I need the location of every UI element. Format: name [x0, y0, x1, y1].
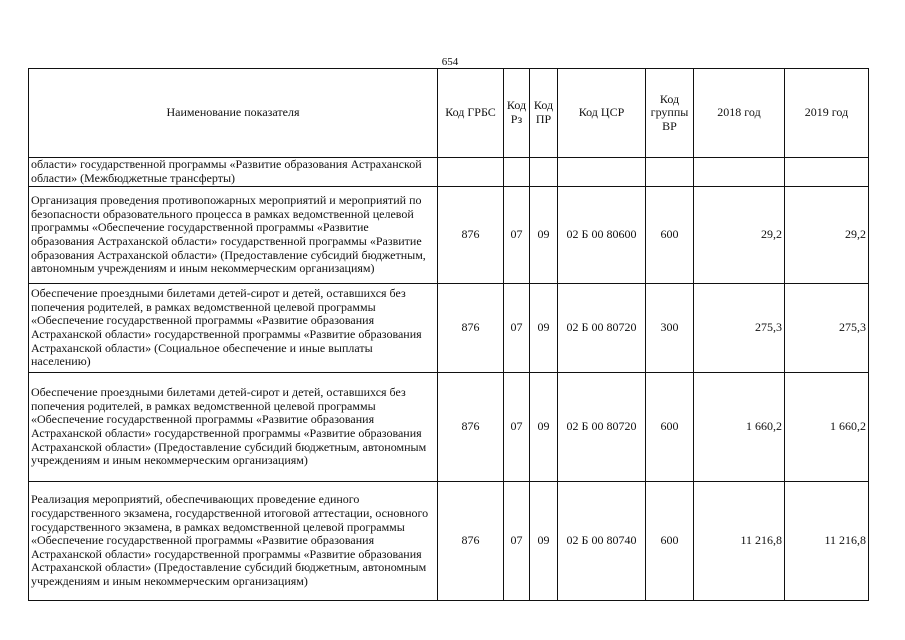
row-2019: 275,3 — [785, 284, 869, 373]
row-grbs: 876 — [438, 187, 504, 284]
table-row — [29, 373, 869, 482]
row-csr: 02 Б 00 80740 — [558, 482, 646, 601]
row-2019: 1 660,2 — [785, 373, 869, 482]
row-vr: 300 — [646, 284, 694, 373]
budget-table — [28, 68, 869, 601]
row-csr — [558, 158, 646, 187]
row-grbs — [438, 158, 504, 187]
row-pr: 09 — [530, 187, 558, 284]
row-pr: 09 — [530, 284, 558, 373]
row-name: Обеспечение проездными билетами детей-сирот и детей, оставшихся без попечения родителей, в рамках ведомственной целевой программы «Обеспечение государственной программы «Развитие образования Астраханской области» государственной программы «Развитие образования Астраханской области» (Предоставление субсидий бюджетным, автономным учреждениям и иным некоммерческим организациям) — [29, 373, 438, 482]
row-vr: 600 — [646, 482, 694, 601]
row-grbs: 876 — [438, 284, 504, 373]
header-2019: 2019 год — [785, 69, 869, 158]
header-rz: Код Рз — [504, 69, 530, 158]
row-2019: 29,2 — [785, 187, 869, 284]
row-pr: 09 — [530, 373, 558, 482]
table-row — [29, 482, 869, 601]
row-rz: 07 — [504, 373, 530, 482]
row-rz: 07 — [504, 187, 530, 284]
row-grbs: 876 — [438, 482, 504, 601]
row-name: области» государственной программы «Развитие образования Астраханской области» (Межбюджетные трансферты) — [29, 158, 438, 187]
table-row — [29, 158, 869, 187]
row-csr: 02 Б 00 80720 — [558, 373, 646, 482]
row-name: Обеспечение проездными билетами детей-сирот и детей, оставшихся без попечения родителей, в рамках ведомственной целевой программы «Обеспечение государственной программы «Развитие образования Астраханской области» государственной программы «Развитие образования Астраханской области» (Социальное обеспечение и иные выплаты населению) — [29, 284, 438, 373]
row-csr: 02 Б 00 80600 — [558, 187, 646, 284]
row-2018: 11 216,8 — [694, 482, 785, 601]
row-name: Организация проведения противопожарных мероприятий и мероприятий по безопасности образовательного процесса в рамках ведомственной целевой программы «Обеспечение государственной программы «Развитие образования Астраханской области» государственной программы «Развитие образования Астраханской области» (Предоставление субсидий бюджетным, автономным учреждениям и иным некоммерческим организациям) — [29, 187, 438, 284]
row-2019 — [785, 158, 869, 187]
row-csr: 02 Б 00 80720 — [558, 284, 646, 373]
header-vr: Код группы ВР — [646, 69, 694, 158]
row-name: Реализация мероприятий, обеспечивающих проведение единого государственного экзамена, государственной итоговой аттестации, основного государственного экзамена, в рамках ведомственной целевой программы «Обеспечение государственной программы «Развитие образования Астраханской области» государственной программы «Развитие образования Астраханской области» (Предоставление субсидий бюджетным, автономным учреждениям и иным некоммерческим организациям) — [29, 482, 438, 601]
table-row — [29, 187, 869, 284]
row-2018: 275,3 — [694, 284, 785, 373]
row-rz: 07 — [504, 284, 530, 373]
page-number: 654 — [441, 56, 459, 68]
table-row — [29, 284, 869, 373]
header-name: Наименование показателя — [29, 69, 438, 158]
row-vr: 600 — [646, 187, 694, 284]
row-2019: 11 216,8 — [785, 482, 869, 601]
row-2018 — [694, 158, 785, 187]
row-2018: 1 660,2 — [694, 373, 785, 482]
header-pr: Код ПР — [530, 69, 558, 158]
header-csr: Код ЦСР — [558, 69, 646, 158]
header-2018: 2018 год — [694, 69, 785, 158]
row-vr — [646, 158, 694, 187]
row-vr: 600 — [646, 373, 694, 482]
header-grbs: Код ГРБС — [438, 69, 504, 158]
row-rz: 07 — [504, 482, 530, 601]
row-rz — [504, 158, 530, 187]
header-row — [29, 69, 869, 158]
row-pr: 09 — [530, 482, 558, 601]
row-pr — [530, 158, 558, 187]
row-grbs: 876 — [438, 373, 504, 482]
row-2018: 29,2 — [694, 187, 785, 284]
